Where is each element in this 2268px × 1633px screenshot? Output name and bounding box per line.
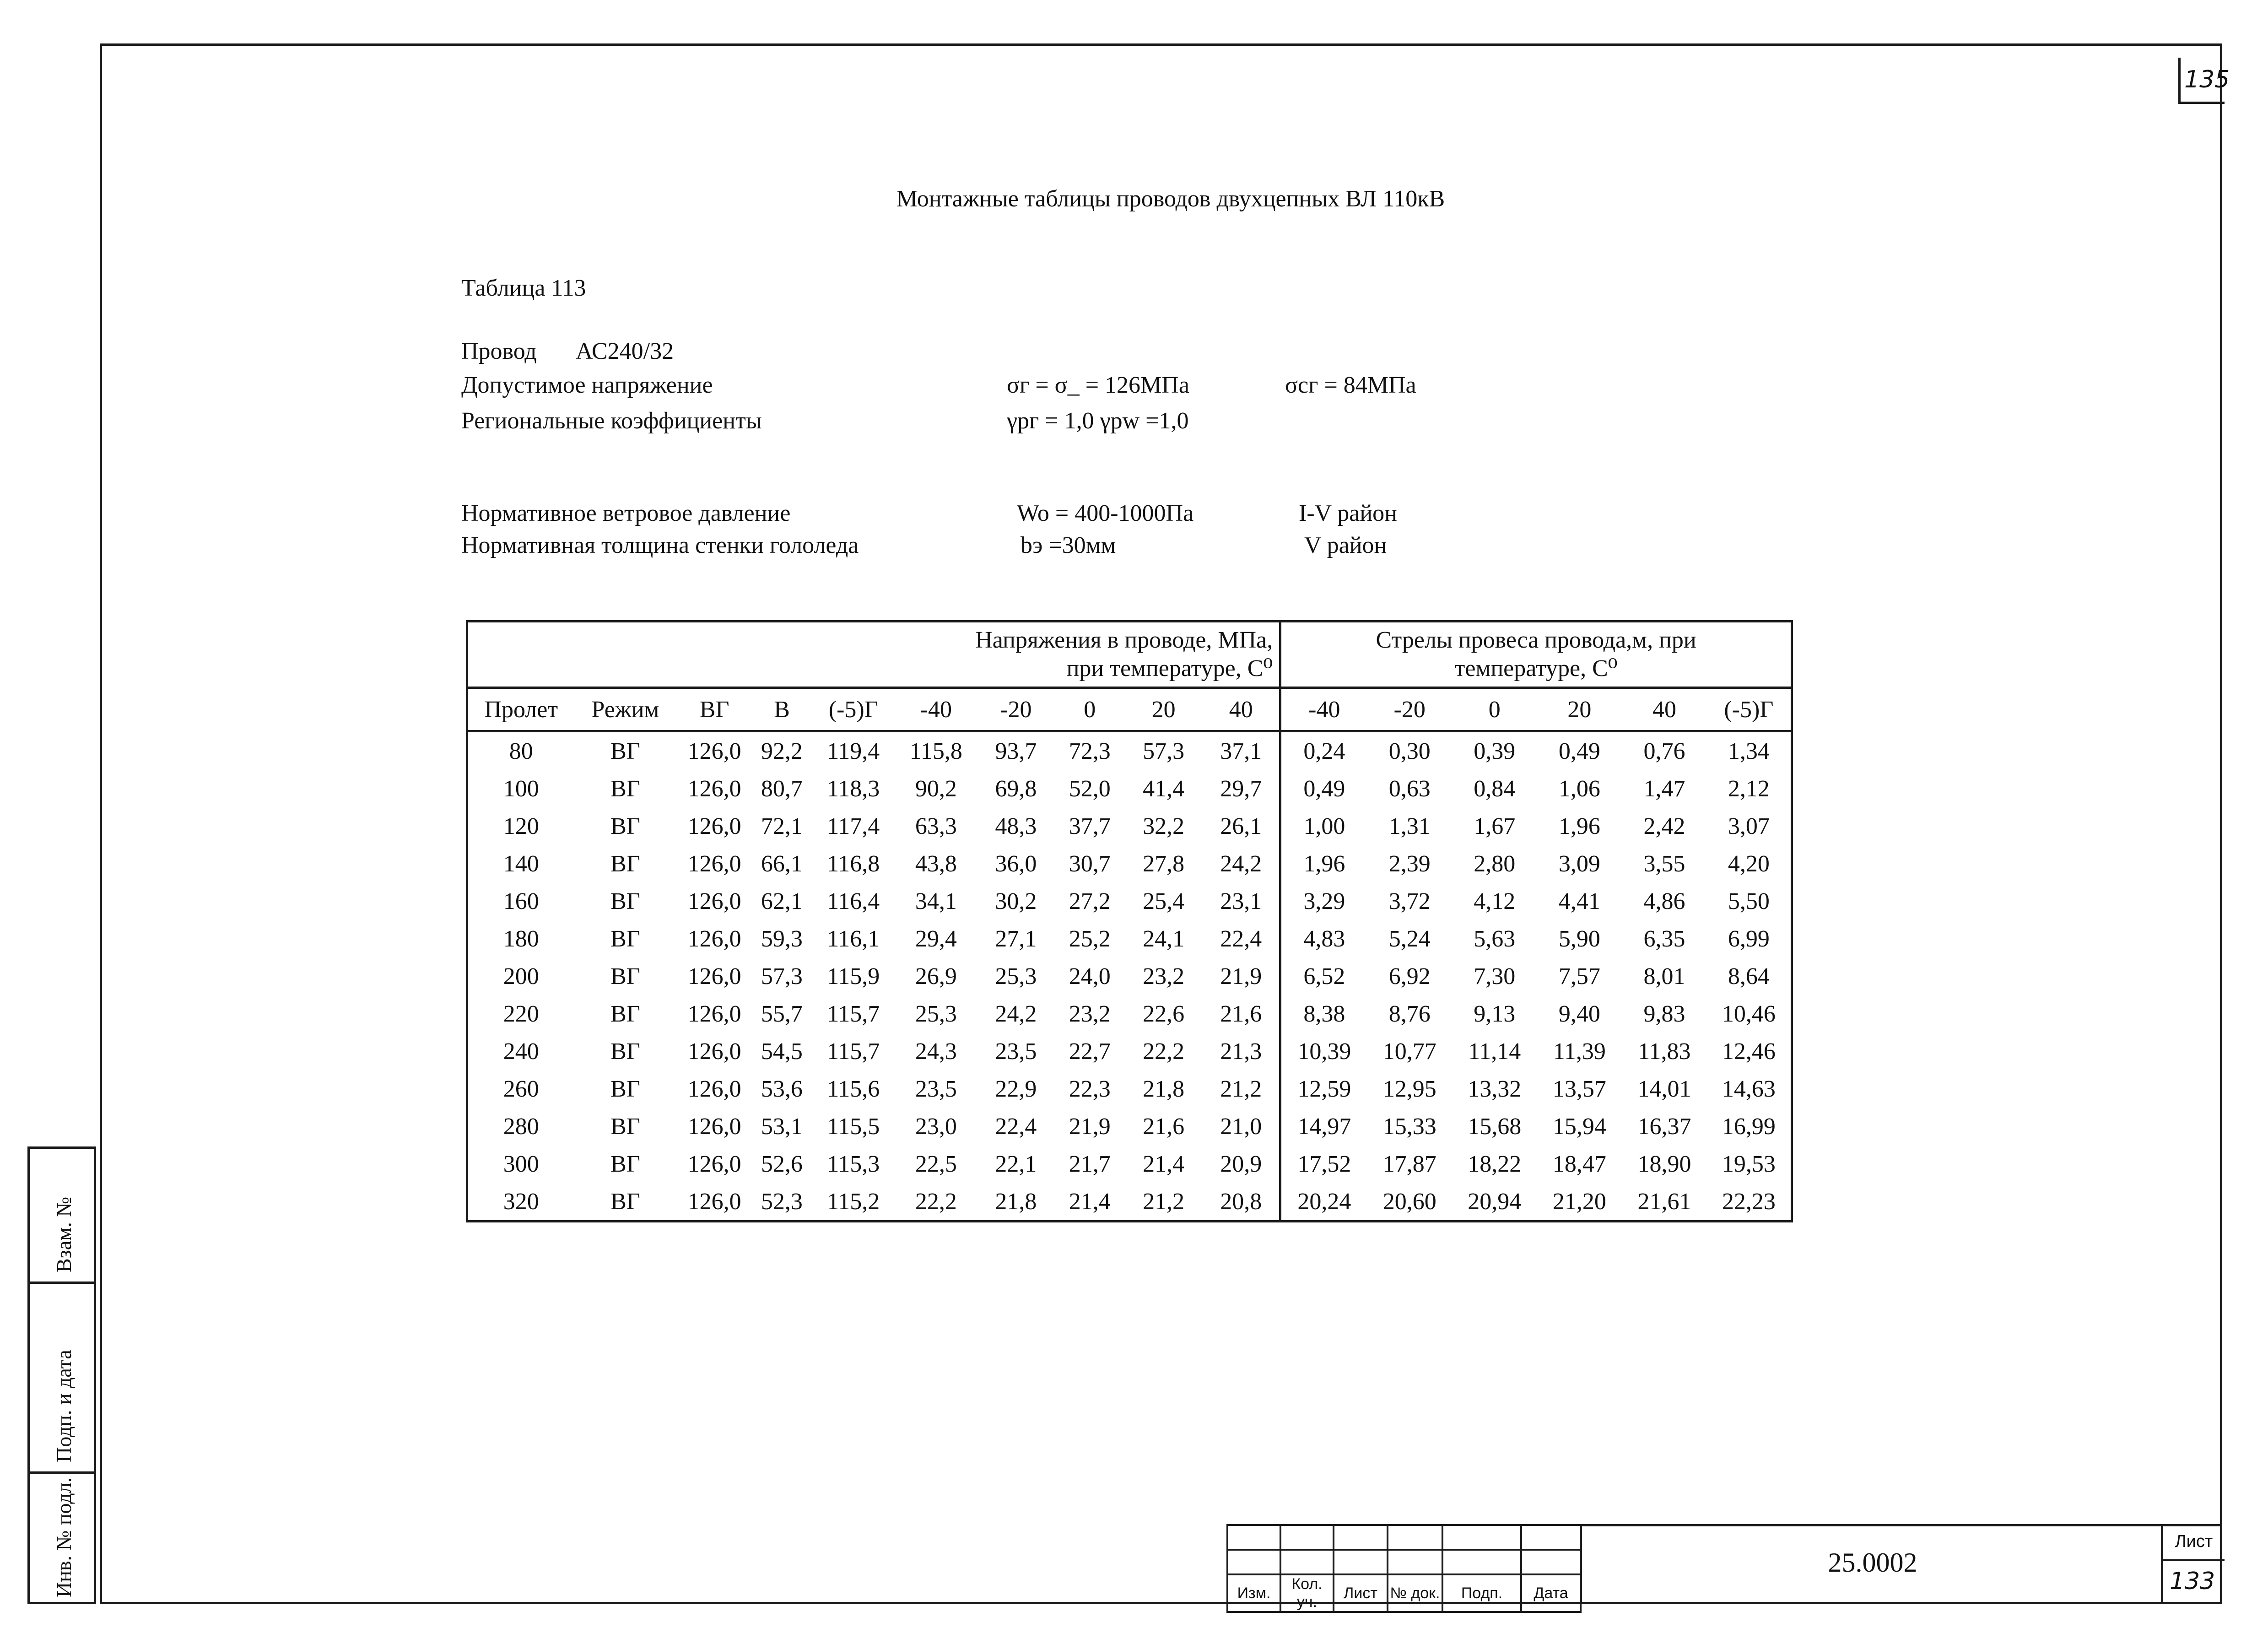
sag-group-line1: Стрелы провеса провода,м, при [1376,627,1696,653]
table-cell: 10,46 [1722,1000,1776,1027]
table-cell: ВГ [610,1000,640,1027]
table-cell: 52,3 [761,1188,803,1215]
table-cell: 22,5 [915,1151,957,1177]
table-cell: 118,3 [827,775,880,802]
table-cell: 37,1 [1220,738,1262,764]
table-cell: 1,06 [1558,775,1600,802]
table-cell: 10,39 [1280,1033,1367,1070]
table-cell: 4,86 [1643,888,1685,914]
table-cell: 9,13 [1474,1000,1516,1027]
column-header: -20 [1367,688,1452,731]
table-cell: 23,5 [995,1038,1037,1065]
sag-tension-table [466,620,1793,1222]
coef-value: γрг = 1,0 γрw =1,0 [1007,408,1189,434]
table-cell: 126,0 [687,1151,741,1177]
table-cell: 14,63 [1722,1076,1776,1102]
table-cell: 69,8 [995,775,1037,802]
column-header: 40 [1622,688,1707,731]
table-cell: 18,22 [1468,1151,1522,1177]
table-cell: 1,31 [1388,813,1431,839]
table-cell: 25,2 [1069,925,1111,952]
table-cell: 52,0 [1069,775,1111,802]
table-cell: 21,4 [1069,1188,1111,1215]
table-cell: 140 [503,850,539,877]
table-cell: 4,20 [1728,850,1770,877]
table-cell: 15,68 [1468,1113,1522,1140]
column-header: 40 [1203,688,1280,731]
page-number-box [2178,58,2230,104]
table-cell: 21,9 [1220,963,1262,990]
table-cell: 48,3 [995,813,1037,839]
column-header: 20 [1124,688,1203,731]
table-cell: ВГ [610,963,640,990]
table-cell: 115,6 [827,1076,880,1102]
table-cell: 115,3 [827,1151,880,1177]
table-cell: 2,80 [1474,850,1516,877]
table-cell: 26,1 [1220,813,1262,839]
table-cell: 59,3 [761,925,803,952]
column-header: 20 [1537,688,1622,731]
table-row [467,807,1792,845]
table-cell: 126,0 [687,1038,741,1065]
table-cell: 180 [503,925,539,952]
table-cell: 21,8 [1143,1076,1185,1102]
table-cell: 20,24 [1280,1183,1367,1222]
table-cell: 7,57 [1558,963,1600,990]
table-cell: 66,1 [761,850,803,877]
table-row [467,1070,1792,1108]
sag-group-line2: температуре, С⁰ [1454,655,1618,681]
table-cell: 12,59 [1280,1070,1367,1108]
table-cell: 126,0 [687,1076,741,1102]
table-cell: 20,60 [1382,1188,1436,1215]
table-cell: 9,40 [1558,1000,1600,1027]
table-cell: 72,3 [1069,738,1111,764]
table-cell: 6,35 [1643,925,1685,952]
column-header: ВГ [676,688,752,731]
table-cell: 126,0 [687,1188,741,1215]
table-cell: 300 [503,1151,539,1177]
table-row [467,1033,1792,1070]
table-cell: 27,1 [995,925,1037,952]
column-header: -40 [1280,688,1367,731]
table-cell: 92,2 [761,738,803,764]
table-cell: 1,96 [1280,845,1367,882]
stress-group-line1: Напряжения в проводе, МПа, [975,627,1273,653]
table-cell: 4,41 [1558,888,1600,914]
table-cell: 14,01 [1637,1076,1691,1102]
table-cell: 120 [503,813,539,839]
wind-label: Нормативное ветровое давление [461,500,791,526]
title-block-revisions [1226,1524,1582,1613]
stress-group-line2: при температуре, С⁰ [1066,655,1273,681]
table-cell: 24,1 [1143,925,1185,952]
table-cell: ВГ [610,925,640,952]
table-cell: 22,2 [1143,1038,1185,1065]
table-cell: 24,2 [1220,850,1262,877]
table-cell: 1,67 [1474,813,1516,839]
table-cell: 18,47 [1552,1151,1606,1177]
title-block-label: № док. [1388,1574,1442,1612]
table-cell: 8,38 [1280,995,1367,1033]
wind-region: I-V район [1299,500,1397,526]
stress-group-header [467,622,1280,688]
table-cell: 24,0 [1069,963,1111,990]
table-cell: 116,1 [827,925,880,952]
table-cell: 18,90 [1637,1151,1691,1177]
table-cell: 20,8 [1220,1188,1262,1215]
column-header: Режим [574,688,677,731]
table-cell: 41,4 [1143,775,1185,802]
sheet-divider [2163,1559,2225,1561]
table-cell: 21,4 [1143,1151,1185,1177]
side-stamp-signature [27,1282,96,1474]
table-row [467,995,1792,1033]
table-cell: 62,1 [761,888,803,914]
table-cell: 16,99 [1722,1113,1776,1140]
title-block-label: Подп. [1442,1574,1521,1612]
table-cell: 23,2 [1069,1000,1111,1027]
table-cell: 21,61 [1637,1188,1691,1215]
table-cell: 80 [509,738,533,764]
table-cell: 22,23 [1722,1188,1776,1215]
sheet-number-handwritten: 133 [2170,1568,2215,1595]
table-cell: 36,0 [995,850,1037,877]
table-cell: 11,83 [1638,1038,1691,1065]
title-block-code-box [1580,1524,2161,1604]
table-cell: 15,33 [1382,1113,1436,1140]
table-cell: 90,2 [915,775,957,802]
table-cell: 126,0 [687,813,741,839]
stress-avg-value: σсг = 84МПа [1285,372,1416,398]
table-cell: 26,9 [915,963,957,990]
table-cell: 3,09 [1558,850,1600,877]
title-block-labels-row [1227,1574,1581,1612]
table-cell: 23,5 [915,1076,957,1102]
table-cell: 8,64 [1728,963,1770,990]
table-body [467,731,1792,1222]
table-cell: 0,49 [1280,770,1367,807]
table-cell: 1,96 [1558,813,1600,839]
table-cell: 2,42 [1643,813,1685,839]
table-cell: 34,1 [915,888,957,914]
table-cell: 6,52 [1280,957,1367,995]
table-cell: ВГ [610,888,640,914]
table-cell: 13,32 [1468,1076,1522,1102]
table-cell: 6,92 [1388,963,1431,990]
table-cell: 126,0 [687,925,741,952]
table-cell: 30,2 [995,888,1037,914]
table-cell: ВГ [610,1038,640,1065]
table-cell: 126,0 [687,775,741,802]
table-cell: 126,0 [687,888,741,914]
table-cell: 0,49 [1558,738,1600,764]
table-cell: 54,5 [761,1038,803,1065]
table-cell: 126,0 [687,1000,741,1027]
table-label: Таблица 113 [461,275,586,301]
table-cell: 20,9 [1220,1151,1262,1177]
table-cell: 16,37 [1637,1113,1691,1140]
table-cell: 19,53 [1722,1151,1776,1177]
wire-value: АС240/32 [576,338,674,364]
table-cell: 27,8 [1143,850,1185,877]
table-cell: 115,9 [827,963,880,990]
table-cell: 11,39 [1553,1038,1606,1065]
table-cell: 29,4 [915,925,957,952]
table-cell: 24,2 [995,1000,1037,1027]
side-stamp-top-text: Взам. № [52,1196,76,1272]
table-cell: ВГ [610,1076,640,1102]
table-cell: 21,20 [1552,1188,1606,1215]
side-stamp-middle-text: Подп. и дата [52,1350,76,1462]
table-cell: 1,00 [1280,807,1367,845]
stress-value: σг = σ_ = 126МПа [1007,372,1189,398]
table-cell: 25,3 [995,963,1037,990]
table-cell: 115,7 [827,1038,880,1065]
stress-label: Допустимое напряжение [461,372,713,398]
table-cell: 20,94 [1468,1188,1522,1215]
table-cell: 5,50 [1728,888,1770,914]
page-number-handwritten: 135 [2184,66,2230,93]
table-cell: 2,39 [1388,850,1431,877]
table-cell: 22,4 [995,1113,1037,1140]
table-cell: 23,1 [1220,888,1262,914]
table-cell: ВГ [610,850,640,877]
table-cell: 22,4 [1220,925,1262,952]
table-cell: 0,24 [1280,731,1367,770]
table-cell: 119,4 [827,738,880,764]
table-cell: 5,24 [1388,925,1431,952]
table-cell: 30,7 [1069,850,1111,877]
table-cell: 21,6 [1220,1000,1262,1027]
table-cell: 10,77 [1382,1038,1436,1065]
table-cell: 15,94 [1552,1113,1606,1140]
table-cell: 25,3 [915,1000,957,1027]
sag-group-header [1280,622,1792,688]
table-cell: 5,90 [1558,925,1600,952]
table-cell: 22,3 [1069,1076,1111,1102]
sheet-label: Лист [2175,1532,2213,1551]
table-cell: 1,34 [1728,738,1770,764]
table-cell: 0,63 [1388,775,1431,802]
table-cell: 200 [503,963,539,990]
ice-label: Нормативная толщина стенки гололеда [461,532,859,558]
table-cell: ВГ [610,738,640,764]
table-cell: 14,97 [1280,1108,1367,1145]
column-header: -20 [977,688,1055,731]
table-cell: 8,76 [1388,1000,1431,1027]
ice-value: bэ =30мм [1021,532,1116,558]
table-cell: 55,7 [761,1000,803,1027]
side-stamp-inventory [27,1471,96,1604]
table-cell: 12,95 [1382,1076,1436,1102]
table-cell: 22,7 [1069,1038,1111,1065]
table-cell: 115,8 [909,738,962,764]
table-cell: ВГ [610,813,640,839]
table-cell: 25,4 [1143,888,1185,914]
table-cell: 220 [503,1000,539,1027]
table-cell: 22,1 [995,1151,1037,1177]
table-cell: 7,30 [1474,963,1516,990]
table-cell: 12,46 [1722,1038,1776,1065]
column-header: 0 [1452,688,1537,731]
table-cell: ВГ [610,1188,640,1215]
table-cell: 100 [503,775,539,802]
table-cell: 17,87 [1382,1151,1436,1177]
table-cell: 57,3 [761,963,803,990]
table-cell: 53,6 [761,1076,803,1102]
table-row [467,1108,1792,1145]
table-cell: 280 [503,1113,539,1140]
table-cell: 0,39 [1474,738,1516,764]
table-cell: 3,55 [1643,850,1685,877]
table-cell: 57,3 [1143,738,1185,764]
title-block-sheet-box [2161,1524,2222,1604]
column-header-row [467,688,1792,731]
page-title: Монтажные таблицы проводов двухцепных ВЛ 110кВ [896,186,1445,212]
table-row [467,957,1792,995]
table-cell: 21,2 [1143,1188,1185,1215]
table-cell: 240 [503,1038,539,1065]
table-cell: 320 [503,1188,539,1215]
table-cell: 1,47 [1643,775,1685,802]
table-row [467,770,1792,807]
table-cell: 116,8 [827,850,880,877]
table-cell: 160 [503,888,539,914]
table-cell: 22,2 [915,1188,957,1215]
table-cell: 37,7 [1069,813,1111,839]
table-cell: 27,2 [1069,888,1111,914]
table-row [467,845,1792,882]
table-cell: 4,83 [1280,920,1367,957]
column-header: -40 [896,688,977,731]
title-block-label: Изм. [1227,1574,1280,1612]
table-cell: ВГ [610,1113,640,1140]
table-cell: 72,1 [761,813,803,839]
table-cell: 2,12 [1728,775,1770,802]
table-cell: 29,7 [1220,775,1262,802]
table-cell: 115,5 [827,1113,880,1140]
table-row [467,731,1792,770]
title-block-label: Дата [1521,1574,1581,1612]
table-cell: 21,7 [1069,1151,1111,1177]
table-cell: 32,2 [1143,813,1185,839]
table-cell: 13,57 [1552,1076,1606,1102]
table-cell: 23,2 [1143,963,1185,990]
column-header: (-5)Г [811,688,896,731]
table-cell: 0,84 [1474,775,1516,802]
table-cell: 23,0 [915,1113,957,1140]
title-block-label: Кол. уч. [1280,1574,1334,1612]
table-cell: 115,7 [827,1000,880,1027]
table-cell: 6,99 [1728,925,1770,952]
table-cell: 126,0 [687,850,741,877]
wire-label: Провод [461,338,537,364]
table-cell: 8,01 [1643,963,1685,990]
table-cell: 21,9 [1069,1113,1111,1140]
column-header: (-5)Г [1707,688,1792,731]
table-cell: 5,63 [1474,925,1516,952]
table-cell: 115,2 [827,1188,880,1215]
document-code: 25.0002 [1828,1547,1917,1578]
table-cell: 3,07 [1728,813,1770,839]
table-cell: 117,4 [827,813,880,839]
table-cell: 126,0 [687,1113,741,1140]
table-row [467,920,1792,957]
column-header: 0 [1055,688,1124,731]
table-cell: 3,29 [1280,882,1367,920]
table-row [467,882,1792,920]
table-cell: 52,6 [761,1151,803,1177]
table-cell: 53,1 [761,1113,803,1140]
table-cell: 17,52 [1280,1145,1367,1183]
table-cell: 21,8 [995,1188,1037,1215]
table-cell: 80,7 [761,775,803,802]
table-cell: 260 [503,1076,539,1102]
table-cell: ВГ [610,1151,640,1177]
table-cell: 3,72 [1388,888,1431,914]
table-cell: 126,0 [687,963,741,990]
title-block-label: Лист [1334,1574,1388,1612]
table-cell: 22,9 [995,1076,1037,1102]
wind-value: Wo = 400-1000Па [1017,500,1194,526]
table-cell: 11,14 [1468,1038,1521,1065]
table-cell: 21,0 [1220,1113,1262,1140]
ice-region: V район [1304,532,1387,558]
table-row [467,1183,1792,1222]
side-stamp-replaced [27,1146,96,1284]
table-cell: ВГ [610,775,640,802]
table-cell: 116,4 [827,888,880,914]
table-cell: 126,0 [687,738,741,764]
table-cell: 24,3 [915,1038,957,1065]
table-cell: 0,76 [1643,738,1685,764]
table-cell: 0,30 [1388,738,1431,764]
table-cell: 63,3 [915,813,957,839]
table-row [467,1145,1792,1183]
table-cell: 9,83 [1643,1000,1685,1027]
column-header: Пролет [467,688,574,731]
table-cell: 21,2 [1220,1076,1262,1102]
table-cell: 21,3 [1220,1038,1262,1065]
table-cell: 93,7 [995,738,1037,764]
table-cell: 22,6 [1143,1000,1185,1027]
table-cell: 21,6 [1143,1113,1185,1140]
column-header: В [752,688,811,731]
table-cell: 4,12 [1474,888,1516,914]
table-cell: 43,8 [915,850,957,877]
side-stamp-bottom-text: Инв. № подл. [52,1477,76,1597]
coef-label: Региональные коэффициенты [461,408,762,434]
